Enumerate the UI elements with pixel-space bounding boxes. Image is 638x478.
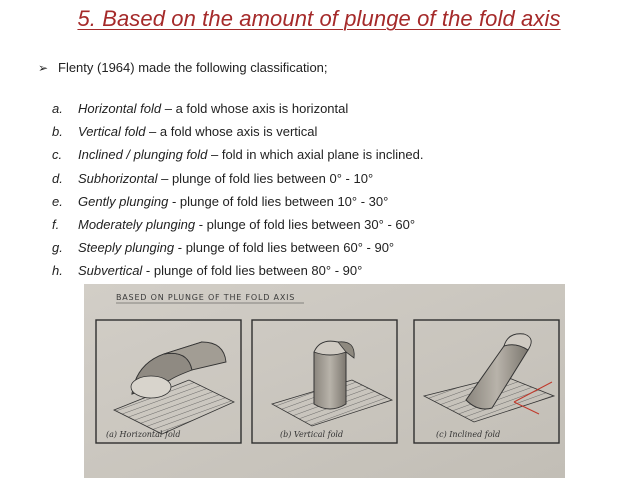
item-desc: - plunge of fold lies between 30° - 60° — [195, 216, 416, 232]
item-term: Moderately plunging — [78, 216, 196, 232]
item-desc: - plunge of fold lies between 10° - 30° — [168, 193, 389, 209]
list-item — [52, 261, 423, 284]
list-item — [52, 122, 423, 145]
item-term: Horizontal fold — [78, 101, 162, 116]
item-desc: - plunge of fold lies between 60° - 90° — [174, 240, 395, 256]
item-letter: d. — [52, 170, 63, 186]
item-desc: – plunge of fold lies between 0° - 10° — [157, 170, 374, 186]
caption-horizontal: (a) Horizontal fold — [106, 430, 181, 439]
classification-list — [52, 99, 423, 285]
sketch-heading: BASED ON PLUNGE OF THE FOLD AXIS — [116, 293, 296, 302]
item-term: Inclined / plunging fold — [78, 147, 208, 163]
list-item — [52, 238, 423, 261]
item-letter: b. — [52, 124, 63, 140]
arrow-bullet-icon: ➢ — [38, 61, 49, 75]
item-term: Gently plunging — [78, 193, 169, 209]
list-item — [52, 99, 423, 122]
item-desc: – fold in which axial plane is inclined. — [207, 147, 424, 163]
item-term: Subvertical — [78, 263, 143, 279]
item-term: Vertical fold — [78, 124, 146, 140]
item-term: Steeply plunging — [78, 240, 175, 256]
list-item — [52, 169, 423, 192]
item-letter: e. — [52, 193, 63, 209]
intro-text: Flenty (1964) made the following classification; — [58, 60, 328, 75]
item-letter: h. — [52, 263, 63, 279]
item-desc: – a fold whose axis is horizontal — [161, 101, 349, 116]
list-item — [52, 215, 423, 238]
caption-inclined: (c) Inclined fold — [436, 430, 501, 439]
item-term: Subhorizontal — [78, 170, 158, 186]
item-desc: - plunge of fold lies between 80° - 90° — [142, 263, 363, 279]
item-letter: f. — [52, 216, 60, 232]
fold-sketch-photo — [84, 284, 565, 478]
slide-title-text: 5. Based on the amount of plunge of the fold axis — [77, 6, 561, 31]
item-desc: – a fold whose axis is vertical — [145, 124, 318, 140]
item-letter: g. — [52, 240, 63, 256]
item-letter: c. — [52, 147, 63, 163]
caption-vertical: (b) Vertical fold — [280, 430, 344, 439]
list-item — [52, 145, 423, 168]
slide-title — [0, 6, 638, 32]
intro-bullet — [38, 60, 328, 75]
item-letter: a. — [52, 101, 63, 116]
list-item — [52, 192, 423, 215]
fold-sketch-drawing — [84, 284, 565, 478]
